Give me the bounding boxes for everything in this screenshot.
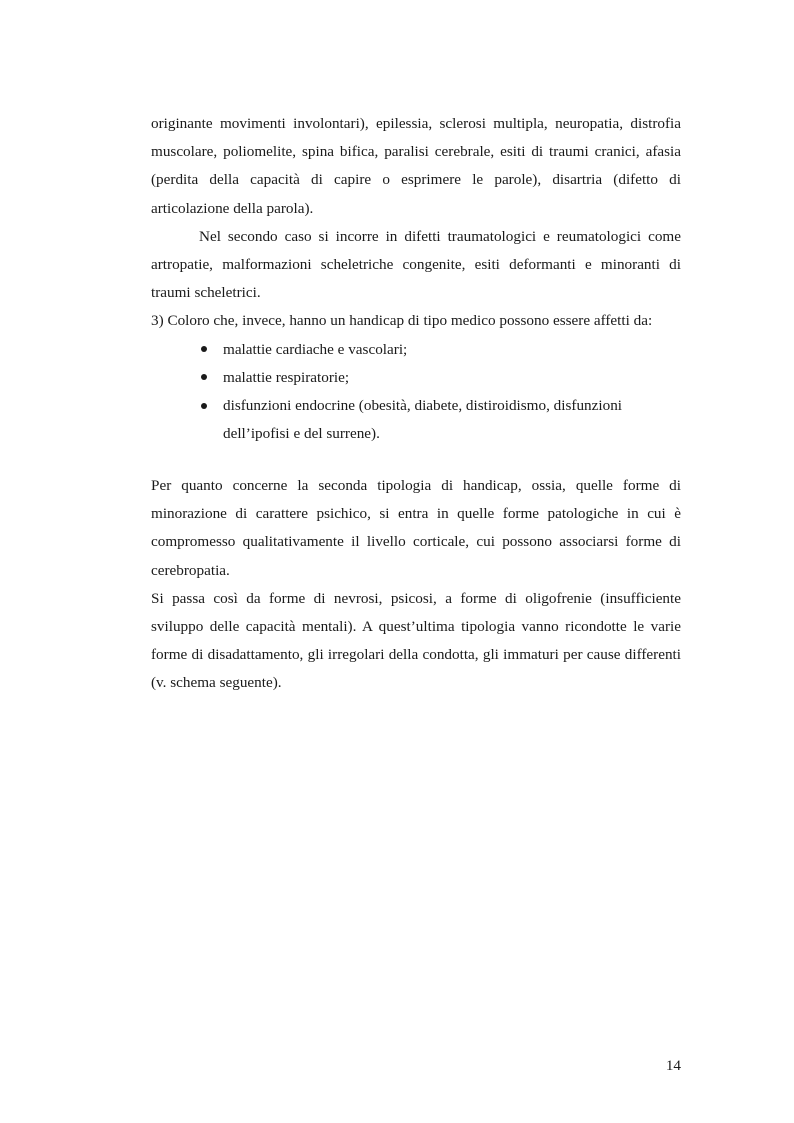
paragraph-neurological-conditions: originante movimenti involontari), epilessia, sclerosi multipla, neuropatia, distrofia muscolare, poliomelite, spina bifica, paralisi cerebrale, esiti di traumi cranici, afasia (perdita della capacità di capire o esprimere le parole), disartria (difetto di articolazione della parola).: [151, 115, 681, 217]
bullet-icon: [197, 336, 211, 364]
list-item-text: disfunzioni endocrine (obesità, diabete, distiroidismo, disfunzioni dell’ipofisi e del surrene).: [223, 397, 623, 443]
list-item-text: malattie cardiache e vascolari;: [223, 340, 408, 358]
paragraph-neurosis-psychosis: Si passa così da forme di nevrosi, psicosi, a forme di oligofrenie (insufficiente sviluppo delle capacità mentali). A quest’ultima tipologia vanno ricondotte le varie forme di disadattamento, gli irregolari della condotta, gli immaturi per cause differenti (v. schema seguente).: [151, 589, 681, 692]
medical-conditions-list: [151, 336, 681, 449]
paragraph-psychic-handicap: Per quanto concerne la seconda tipologia di handicap, ossia, quelle forme di minorazione di carattere psichico, si entra in quelle forme patologiche in cui è compromesso qualitativamente il livello corticale, cui possono associarsi forme di cerebropatia.: [151, 477, 681, 579]
bullet-icon: [197, 364, 211, 392]
page-number: 14: [665, 1057, 681, 1074]
paragraph-second-case: Nel secondo caso si incorre in difetti traumatologici e reumatologici come artropatie, malformazioni scheletriche congenite, esiti deformanti e minoranti di traumi scheletrici.: [151, 227, 681, 302]
upper-text-block: [151, 110, 681, 448]
paragraph-medical-handicap-intro: 3) Coloro che, invece, hanno un handicap di tipo medico possono essere affetti da:: [151, 312, 653, 330]
list-item: [151, 336, 681, 364]
list-item: [151, 392, 681, 448]
bullet-icon: [197, 392, 211, 420]
list-item-text: malattie respiratorie;: [223, 368, 350, 386]
lower-text-block: [151, 472, 681, 698]
list-item: [151, 364, 681, 392]
